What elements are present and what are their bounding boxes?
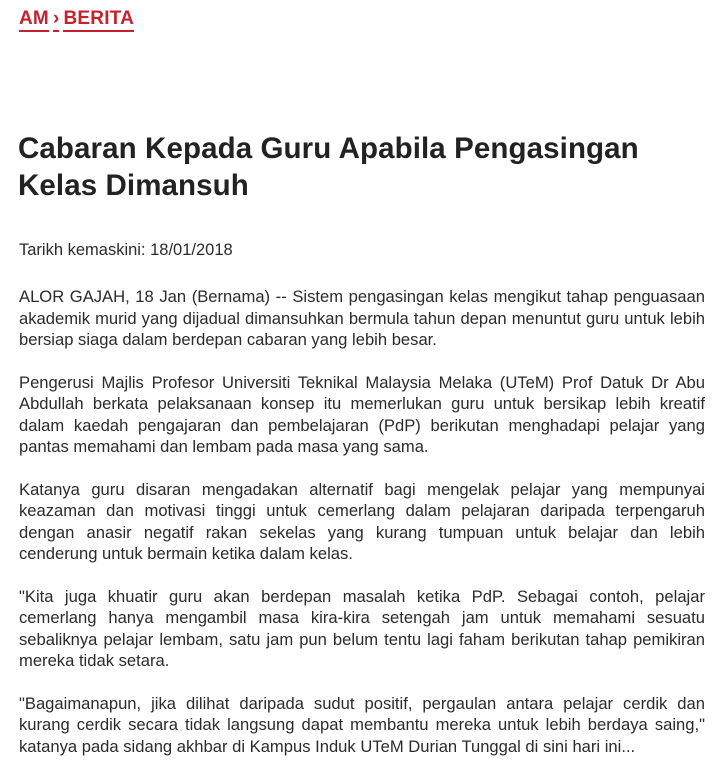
breadcrumb-separator: ›	[53, 8, 60, 32]
article-paragraph: Pengerusi Majlis Profesor Universiti Teknikal Malaysia Melaka (UTeM) Prof Datuk Dr Abu Abdullah berkata pelaksanaan konsep itu memerlukan guru untuk bersikap lebih kreatif dalam kaedah pengajaran dan pembelajaran (PdP) berikutan menghadapi pelajar yang pantas memahami dan lembam pada masa yang sama.	[19, 372, 705, 456]
article-paragraph: "Bagaimanapun, jika dilihat daripada sudut positif, pergaulan antara pelajar cerdik dan kurang cerdik secara tidak langsung dapat membantu mereka untuk lebih berdaya saing," katanya pada sidang akhbar di Kampus Induk UTeM Durian Tunggal di sini hari ini...	[19, 693, 705, 756]
last-updated-date: Tarikh kemaskini: 18/01/2018	[19, 241, 233, 259]
article-paragraph: Katanya guru disaran mengadakan alternatif bagi mengelak pelajar yang mempunyai keazaman dan motivasi tinggi untuk cemerlang dalam pelajaran daripada terpengaruh dengan anasir negatif rakan sekelas yang kurang tumpuan untuk belajar dan lebih cenderung untuk bermain ketika dalam kelas.	[19, 479, 705, 563]
article-paragraph: "Kita juga khuatir guru akan berdepan masalah ketika PdP. Sebagai contoh, pelajar cemerlang hanya mengambil masa kira-kira setengah jam untuk memahami sesuatu sebaliknya pelajar lembam, satu jam pun belum tentu lagi faham berikutan tahap pemikiran mereka tidak setara.	[19, 586, 705, 670]
article-paragraph: ALOR GAJAH, 18 Jan (Bernama) -- Sistem pengasingan kelas mengikut tahap penguasaan akademik murid yang dijadual dimansuhkan bermula tahun depan menuntut guru untuk lebih bersiap siaga dalam berdepan cabaran yang lebih besar.	[19, 287, 705, 349]
breadcrumb-home-link[interactable]: AM	[19, 8, 49, 32]
breadcrumb	[19, 8, 134, 32]
article-body	[19, 286, 705, 778]
breadcrumb-section-link[interactable]: BERITA	[63, 8, 134, 32]
article-title: Cabaran Kepada Guru Apabila Pengasingan Kelas Dimansuh	[18, 132, 639, 202]
